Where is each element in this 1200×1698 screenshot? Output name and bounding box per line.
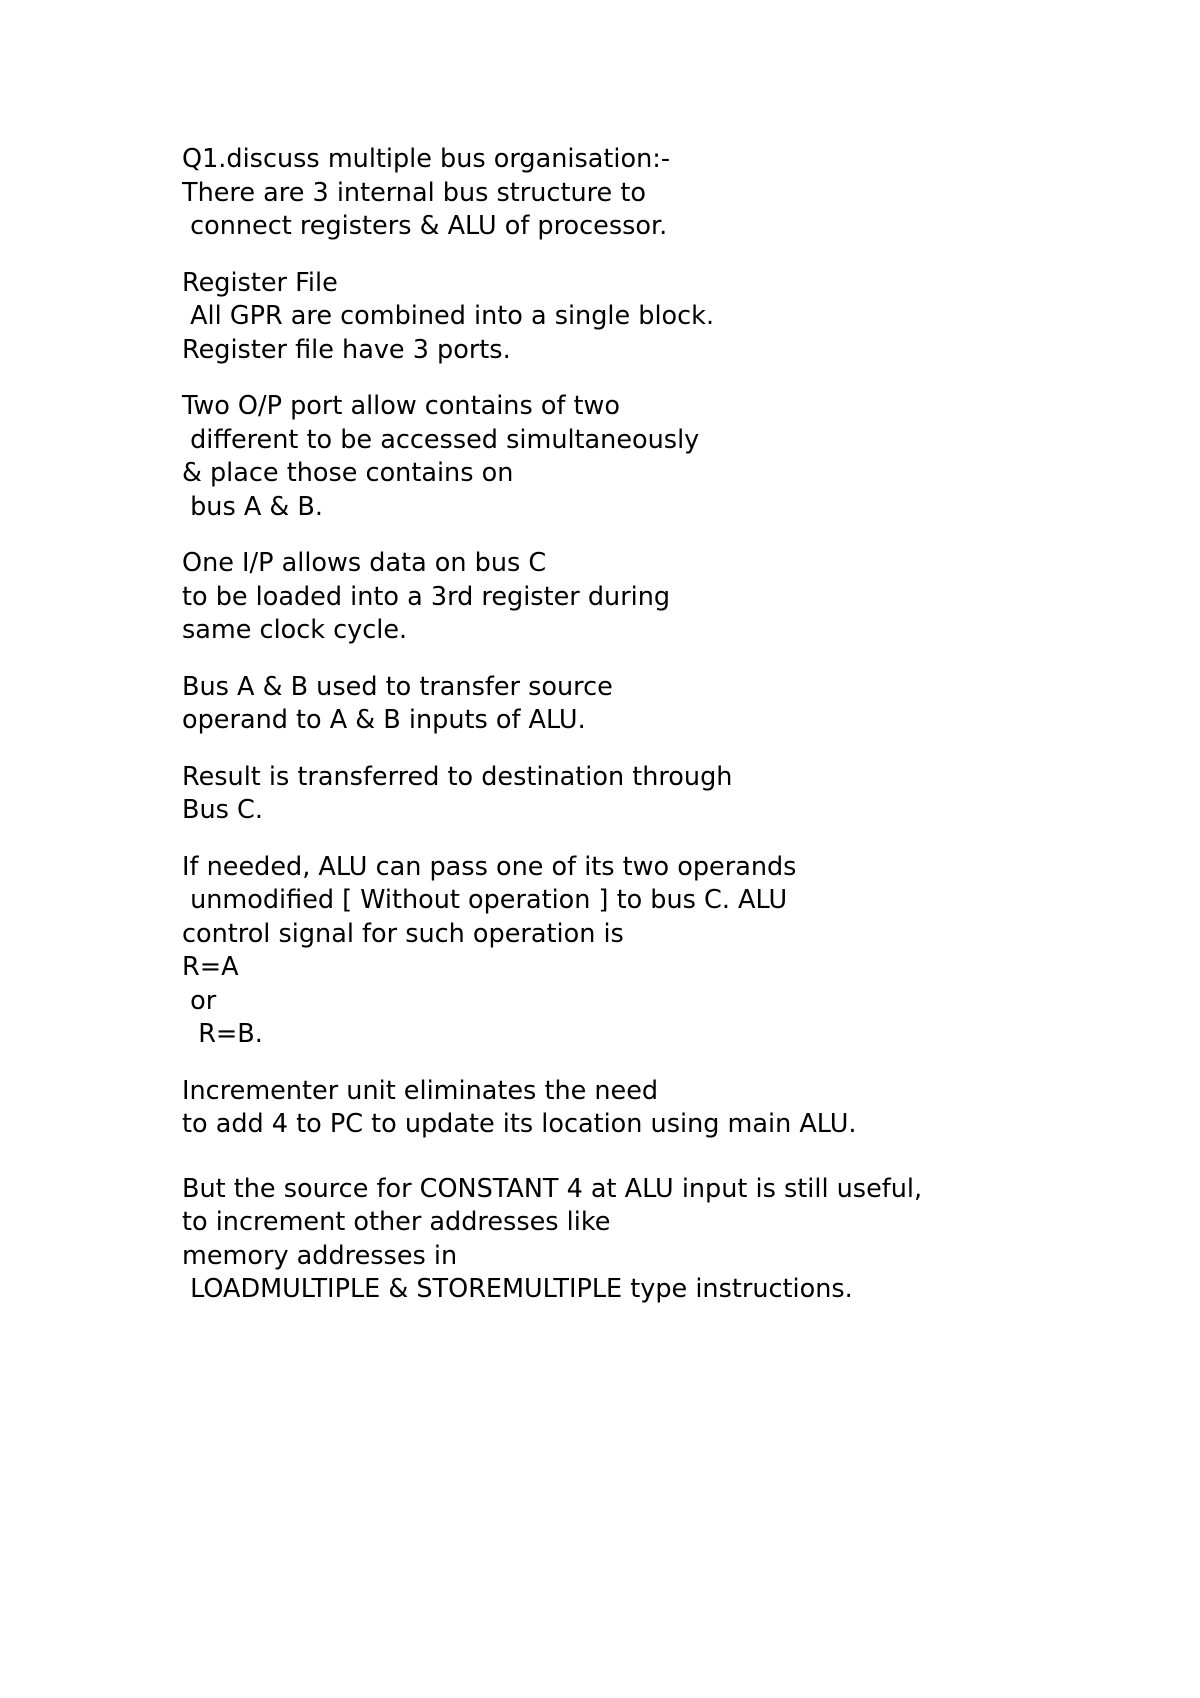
text-line: Two O/P port allow contains of two <box>182 391 620 421</box>
paragraph-constant-4 <box>182 1173 1142 1307</box>
text-line: R=B. <box>182 1019 263 1049</box>
paragraph-intro <box>182 143 1142 244</box>
text-line: If needed, ALU can pass one of its two operands <box>182 851 797 882</box>
text-line: All GPR are combined into a single block. <box>182 301 715 331</box>
text-line: same clock cycle. <box>182 615 408 645</box>
paragraph-incrementer <box>182 1075 1142 1142</box>
paragraph-result-bus-c <box>182 761 1142 828</box>
text-line: & place those contains on <box>182 458 514 488</box>
text-line: Bus C. <box>182 795 263 825</box>
text-line: or <box>182 985 217 1016</box>
text-line: LOADMULTIPLE & STOREMULTIPLE type instructions. <box>182 1274 853 1304</box>
paragraph-output-ports <box>182 390 1142 524</box>
paragraph-input-port <box>182 547 1142 648</box>
text-line: Incrementer unit eliminates the need <box>182 1075 659 1106</box>
text-line: Q1.discuss multiple bus organisation:- <box>182 144 671 174</box>
text-line: memory addresses in <box>182 1240 458 1271</box>
text-line: to add 4 to PC to update its location using main ALU. <box>182 1109 857 1139</box>
text-line: operand to A & B inputs of ALU. <box>182 705 586 735</box>
paragraph-bus-a-b <box>182 671 1142 738</box>
text-line: control signal for such operation is <box>182 918 624 949</box>
text-line: One I/P allows data on bus C <box>182 548 547 578</box>
text-line: Bus A & B used to transfer source <box>182 671 613 702</box>
text-line: unmodified [ Without operation ] to bus C. ALU <box>182 885 788 915</box>
text-line: Register File <box>182 267 338 298</box>
text-line: to be loaded into a 3rd register during <box>182 581 671 612</box>
text-line: different to be accessed simultaneously <box>182 424 700 455</box>
text-line: R=A <box>182 952 239 982</box>
paragraph-register-file <box>182 267 1142 368</box>
document-body <box>182 143 1142 1330</box>
paragraph-alu-pass <box>182 851 1142 1052</box>
text-line: There are 3 internal bus structure to <box>182 177 646 208</box>
text-line: Result is transferred to destination through <box>182 761 733 792</box>
text-line: Register file have 3 ports. <box>182 334 511 365</box>
text-line: to increment other addresses like <box>182 1207 611 1237</box>
text-line: bus A & B. <box>182 491 323 522</box>
text-line: connect registers & ALU of processor. <box>182 211 668 241</box>
text-line: But the source for CONSTANT 4 at ALU input is still useful, <box>182 1173 923 1204</box>
